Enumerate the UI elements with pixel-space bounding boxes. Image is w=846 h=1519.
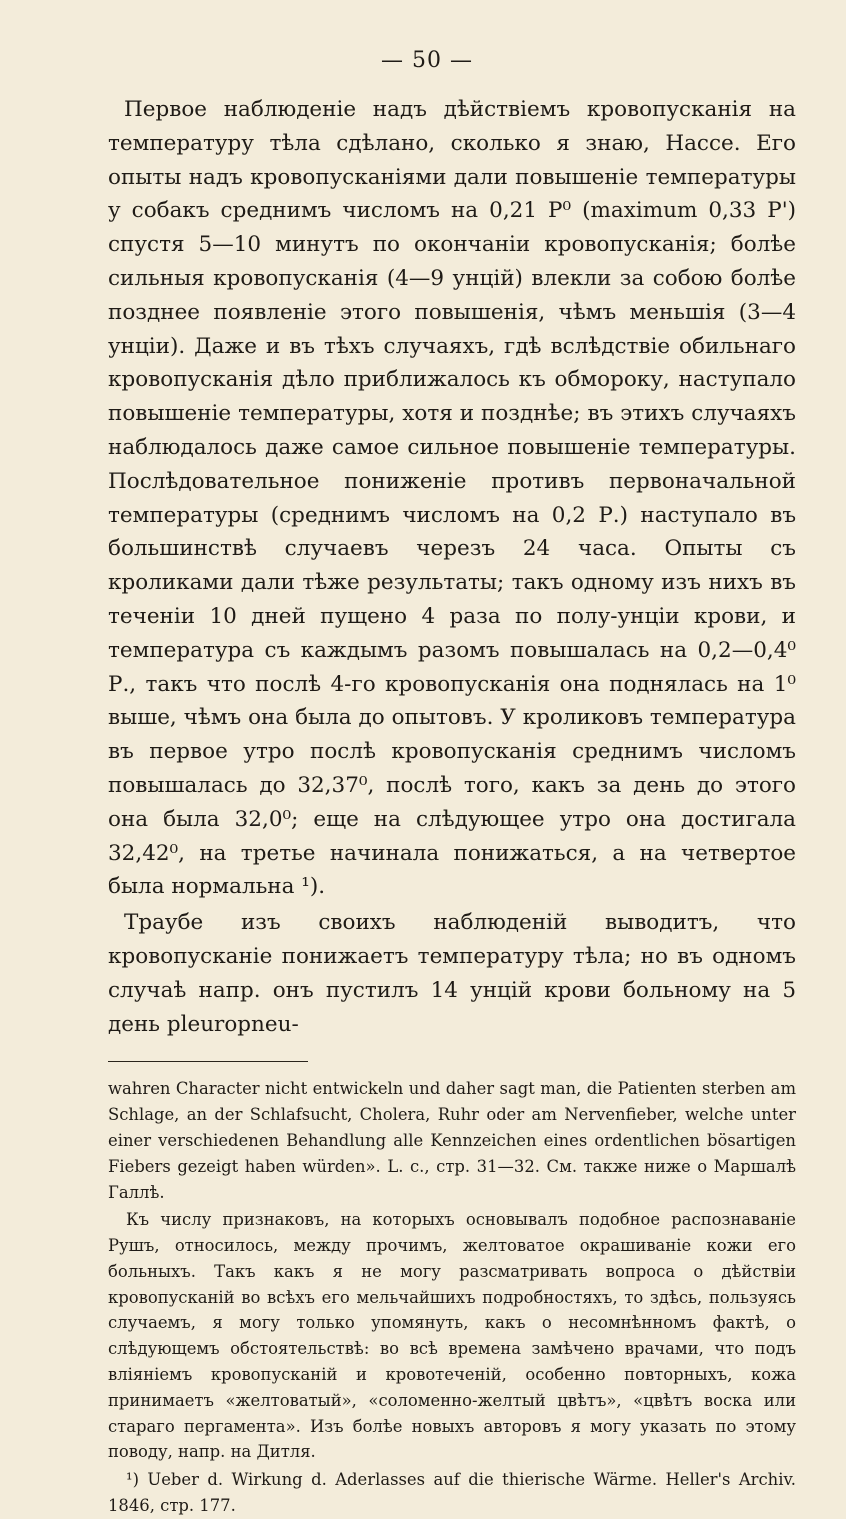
footnote-reference: ¹) Ueber d. Wirkung d. Aderlasses auf die thierische Wärme. Heller's Archiv. 1846, стр. 177. bbox=[108, 1470, 796, 1516]
footnote-continuation: wahren Character nicht entwickeln und daher sagt man, die Patienten sterben am Schlage, an der Schlafsucht, Cholera, Ruhr oder am Nervenfieber, welche unter einer verschiedenen Behandlung alle Kennzeichen eines ordentlichen bösartigen Fiebers gezeigt haben würden». L. c., стр. 31—32. См. также ниже о Маршалѣ Галлѣ. bbox=[108, 1079, 796, 1202]
paragraph-nasse: Первое наблюденіе надъ дѣйствіемъ кровопусканія на температуру тѣла сдѣлано, сколько я знаю, Нассе. Его опыты надъ кровопусканіями дали повышеніе температуры у собакъ среднимъ числомъ на 0,21 Р⁰ (maximum 0,33 Р') спустя 5—10 минутъ по окончаніи кровопусканія; болѣе сильныя кровопусканія (4—9 унцій) влекли за собою болѣе позднее появленіе этого повышенія, чѣмъ меньшія (3—4 унціи). Даже и въ тѣхъ случаяхъ, гдѣ вслѣдствіе обильнаго кровопусканія дѣло приближалось къ обмороку, наступало повышеніе температуры, хотя и позднѣе; въ этихъ случаяхъ наблюдалось даже самое сильное повышеніе температуры. Послѣдовательное пониженіе противъ первоначальной температуры (среднимъ числомъ на 0,2 Р.) наступало въ большинствѣ случаевъ черезъ 24 часа. Опыты съ кроликами дали тѣже результаты; такъ одному изъ нихъ въ теченіи 10 дней пущено 4 раза по полу-унціи крови, и температура съ каждымъ разомъ повышалась на 0,2—0,4⁰ Р., такъ что послѣ 4-го кровопусканія она поднялась на 1⁰ выше, чѣмъ она была до опытовъ. У кроликовъ температура въ первое утро послѣ кровопусканія среднимъ числомъ повышалась до 32,37⁰, послѣ того, какъ за день до этого она была 32,0⁰; еще на слѣдующее утро она достигала 32,42⁰, на третье начинала понижаться, а на четвертое была нормальна ¹). bbox=[108, 97, 796, 900]
footnotes bbox=[108, 1076, 796, 1519]
paragraph-traube: Траубе изъ своихъ наблюденій выводитъ, что кровопусканіе понижаетъ температуру тѣла; но въ одномъ случаѣ напр. онъ пустилъ 14 унцій крови больному на 5 день pleuropneu- bbox=[108, 910, 796, 1037]
page-number: — 50 — bbox=[381, 48, 473, 73]
main-text bbox=[108, 93, 796, 1041]
footnote-divider bbox=[108, 1061, 308, 1062]
footnote-paragraph: Къ числу признаковъ, на которыхъ основывалъ подобное распознаваніе Рушъ, относилось, между прочимъ, желтоватое окрашиваніе кожи его больныхъ. Такъ какъ я не могу разсматривать вопроса о дѣйствіи кровопусканій во всѣхъ его мельчайшихъ подробностяхъ, то здѣсь, пользуясь случаемъ, я могу только упомянуть, какъ о несомнѣнномъ фактѣ, о слѣдующемъ обстоятельствѣ: во всѣ времена замѣчено врачами, что подъ вліяніемъ кровопусканій и кровотеченій, особенно повторныхъ, кожа принимаетъ «желтоватый», «соломенно-желтый цвѣтъ», «цвѣтъ воска или стараго пергамента». Изъ болѣе новыхъ авторовъ я могу указать по этому поводу, напр. на Дитля. bbox=[108, 1210, 796, 1462]
